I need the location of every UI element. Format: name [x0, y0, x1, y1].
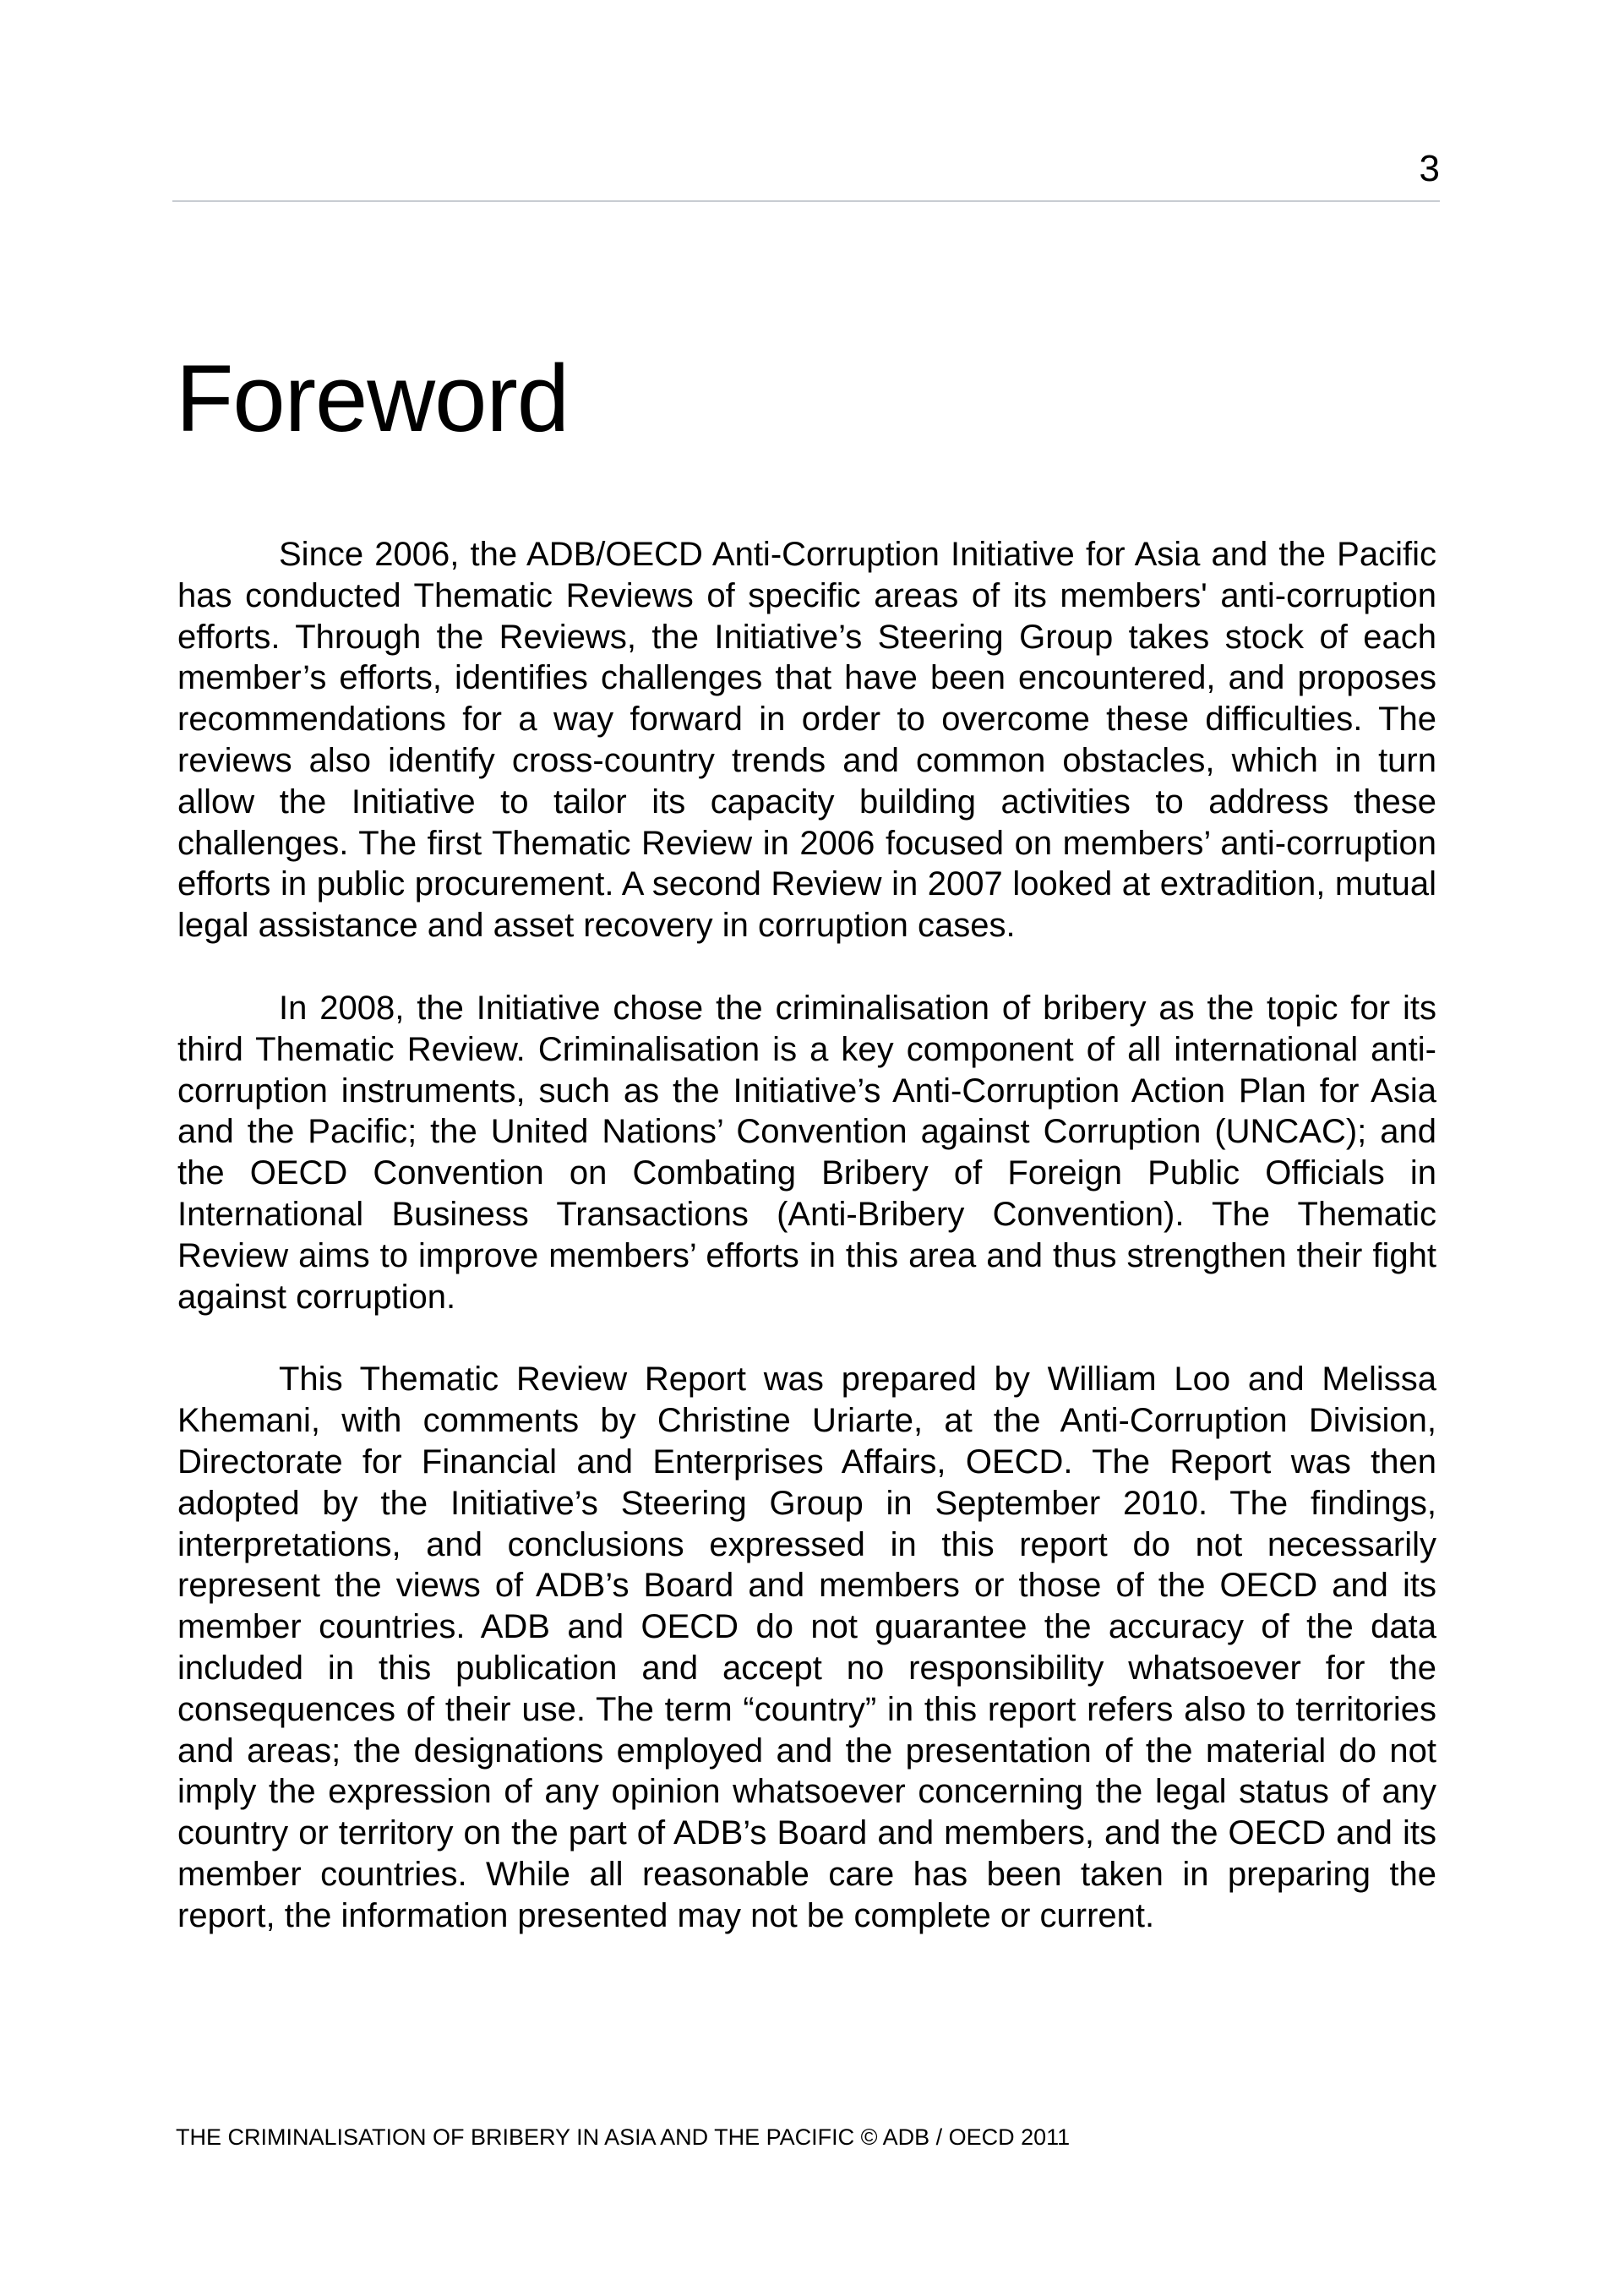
page-title: Foreword: [176, 346, 570, 451]
body-text: [177, 534, 1436, 1978]
page-footer: THE CRIMINALISATION OF BRIBERY IN ASIA AND THE PACIFIC © ADB / OECD 2011: [176, 2124, 1071, 2150]
header-divider: [172, 200, 1440, 202]
paragraph-2: In 2008, the Initiative chose the criminalisation of bribery as the topic for its third Thematic Review. Criminalisation is a key component of all international anti-corruption instruments, such as the Initiative’s Anti-Corruption Action Plan for Asia and the Pacific; the United Nations’ Convention against Corruption (UNCAC); and the OECD Convention on Combating Bribery of Foreign Public Officials in International Business Transactions (Anti-Bribery Convention). The Thematic Review aims to improve members’ efforts in this area and thus strengthen their fight against corruption.: [177, 989, 1436, 1316]
page-number: 3: [1419, 148, 1440, 189]
paragraph-3: This Thematic Review Report was prepared by William Loo and Melissa Khemani, with comments by Christine Uriarte, at the Anti-Corruption Division, Directorate for Financial and Enterprises Affairs, OECD. The Report was then adopted by the Initiative’s Steering Group in September 2010. The findings, interpretations, and conclusions expressed in this report do not necessarily represent the views of ADB’s Board and members or those of the OECD and its member countries. ADB and OECD do not guarantee the accuracy of the data included in this publication and accept no responsibility whatsoever for the consequences of their use. The term “country” in this report refers also to territories and areas; the designations employed and the presentation of the material do not imply the expression of any opinion whatsoever concerning the legal status of any country or territory on the part of ADB’s Board and members, and the OECD and its member countries. While all reasonable care has been taken in preparing the report, the information presented may not be complete or current.: [177, 1361, 1436, 1934]
paragraph-1: Since 2006, the ADB/OECD Anti-Corruption Initiative for Asia and the Pacific has conducted Thematic Reviews of specific areas of its members' anti-corruption efforts. Through the Reviews, the Initiative’s Steering Group takes stock of each member’s efforts, identifies challenges that have been encountered, and proposes recommendations for a way forward in order to overcome these difficulties. The reviews also identify cross-country trends and common obstacles, which in turn allow the Initiative to tailor its capacity building activities to address these challenges. The first Thematic Review in 2006 focused on members’ anti-corruption efforts in public procurement. A second Review in 2007 looked at extradition, mutual legal assistance and asset recovery in corruption cases.: [177, 536, 1436, 945]
